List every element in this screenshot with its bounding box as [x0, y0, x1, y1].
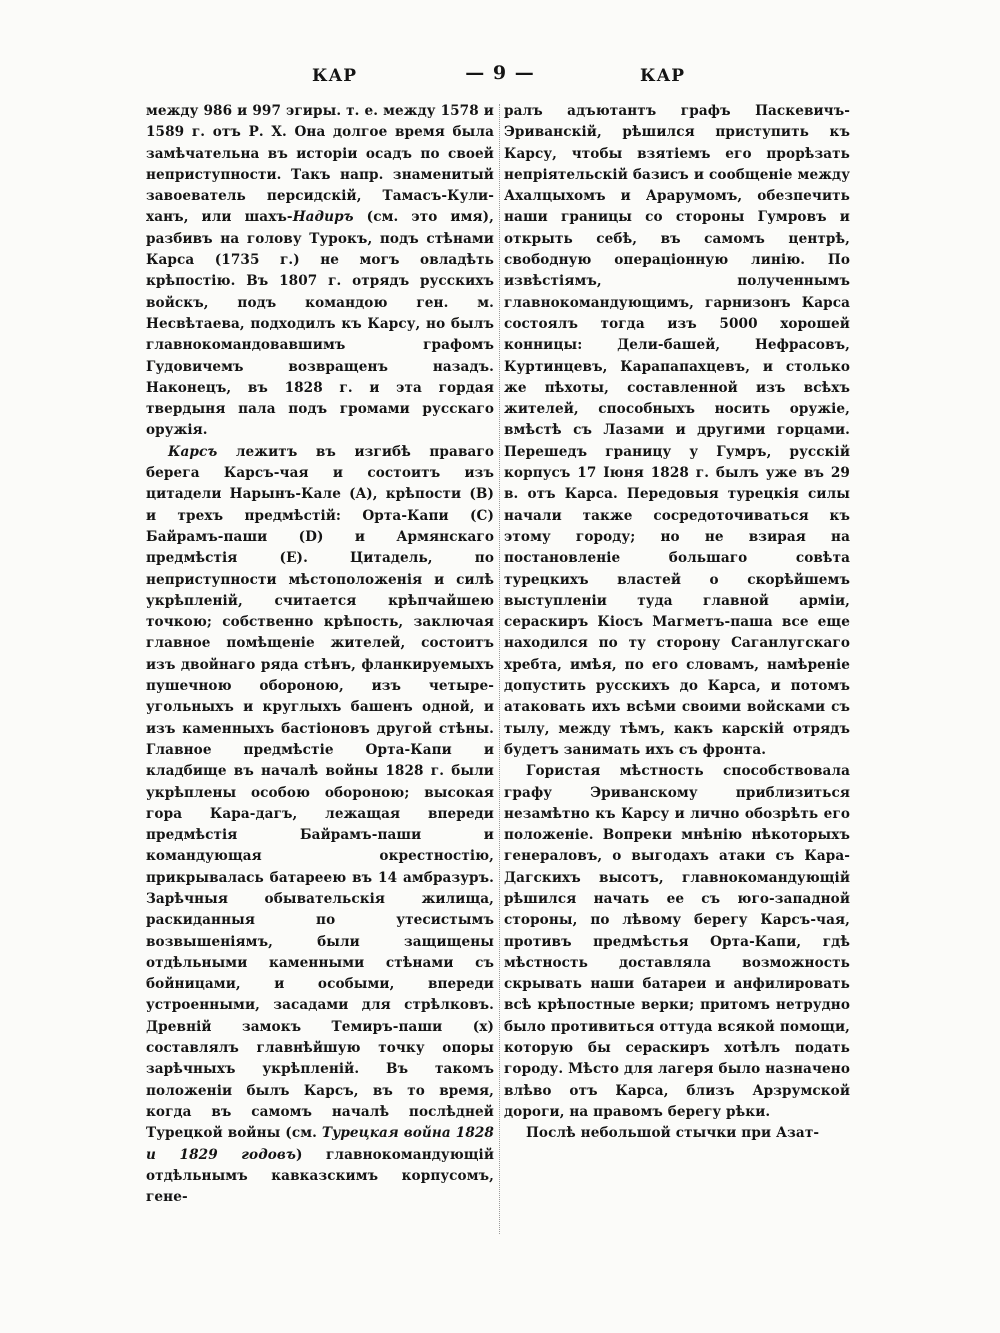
running-head-right: КАР: [640, 66, 686, 86]
text-run: ) главнокомандующій отдѣльнымъ кавказскимъ корпусомъ, гене-: [146, 1146, 494, 1206]
text-run: ралъ адъютантъ графъ Паскевичъ-Эриванскій, рѣшился приступить къ Карсу, чтобы взятіемъ его прорѣзать непріятельскій базисъ и сообщеніе между Ахалцыхомъ и Арарумомъ, обезпечить наши границы со стороны Гумровъ и открыть себѣ, въ самомъ центрѣ, свободную операціонную линію. По извѣстіямъ, полученнымъ главнокомандующимъ, гарнизонъ Карса состоялъ тогда изъ 5000 хорошей конницы: Дели-башей, Нефрасовъ, Куртинцевъ, Карапапахцевъ, и столько же пѣхоты, составленной изъ всѣхъ жителей, способныхъ носить оружіе, вмѣстѣ съ Лазами и другими горцами. Перешедъ границу у Гумръ, русскій корпусъ 17 Іюня 1828 г. былъ уже въ 29 в. отъ Карса. Передовыя турецкія силы начали также сосредоточиваться къ этому городу; но не взирая на постановленіе большаго совѣта турецкихъ властей о скорѣйшемъ выступленіи туда главной арміи, сераскиръ Кіосъ Магметъ-паша все еще находился по ту сторону Саганлугскаго хребта, имѣя, по его словамъ, намѣреніе допустить русскихъ до Карса, и потомъ атаковать ихъ всѣми своими войсками съ тылу, между тѣмъ, какъ карскій отрядъ будетъ занимать ихъ съ фронта.: [504, 103, 850, 758]
paragraph: [146, 442, 494, 1209]
left-column: [146, 101, 494, 1208]
paragraph: [504, 1123, 850, 1144]
italic-text: Надиръ: [292, 209, 354, 226]
text-run: между 986 и 997 эгиры. т. е. между 1578 и 1589 г. отъ Р. Х. Она долгое время была замѣчательна въ исторіи осадъ по своей неприступности. Такъ напр. знаменитый завоеватель персидскій, Тамасъ-Кули-ханъ, или шахъ-: [146, 103, 494, 226]
paragraph: [504, 761, 850, 1123]
italic-text: Карсъ: [168, 443, 218, 460]
running-head-left: КАР: [312, 66, 358, 86]
text-run: лежитъ въ изгибѣ праваго берега Карсъ-чая и состоитъ изъ цитадели Нарынъ-Кале (A), крѣпости (B) и трехъ предмѣстій: Орта-Капи (C) Байрамъ-паши (D) и Армянскаго предмѣстія (E). Цитадель, по неприступности мѣстоположенія и силѣ укрѣпленій, считается крѣпчайшею точкою; собственно крѣпость, заключая главное помѣщеніе жителей, состоитъ изъ двойнаго ряда стѣнъ, фланкируемыхъ пушечною обороною, изъ четыре-угольныхъ и круглыхъ башенъ одной, и изъ каменныхъ бастіоновъ другой стѣны. Главное предмѣстіе Орта-Капи и кладбище въ началѣ войны 1828 г. были укрѣплены особою обороною; высокая гора Кара-дагъ, лежащая впереди предмѣстія Байрамъ-паши и командующая окрестностію, прикрывалась батареею въ 14 амбразуръ. Зарѣчныя обывательскія жилища, раскиданныя по утесистымъ возвышеніямъ, были защищены отдѣльными каменными стѣнами съ бойницами, и особыми, впереди устроенными, засадами для стрѣлковъ. Древній замокъ Темиръ-паши (x) составлялъ главнѣйшую точку опоры зарѣчныхъ укрѣпленій. Въ такомъ положеніи былъ Карсъ, въ то время, когда въ самомъ началѣ послѣдней Турецкой войны (см.: [146, 443, 494, 1142]
paragraph: [146, 101, 494, 442]
right-column: [504, 101, 850, 1145]
page-number: — 9 —: [465, 62, 535, 84]
italic-text: Турецкая война 1828 и 1829 годовъ: [146, 1125, 494, 1163]
text-run: Послѣ небольшой стычки при Азат-: [526, 1125, 820, 1142]
column-divider: [499, 104, 500, 1234]
text-run: Гористая мѣстность способствовала графу Эриванскому приблизиться незамѣтно къ Карсу и лично обозрѣть его положеніе. Вопреки мнѣнію нѣкоторыхъ генераловъ, о выгодахъ атаки съ Кара-Дагскихъ высотъ, главнокомандующій рѣшился начать ее съ юго-западной стороны, по лѣвому берегу Карсъ-чая, противъ предмѣстья Орта-Капи, гдѣ мѣстность доставляла возможность скрывать наши батареи и анфилировать всѣ крѣпостные верки; притомъ нетрудно было противиться оттуда всякой помощи, которую бы сераскиръ хотѣлъ подать городу. Мѣсто для лагеря было назначено влѣво отъ Карса, близъ Арзрумской дороги, на правомъ берегу рѣки.: [504, 763, 850, 1120]
paragraph: [504, 101, 850, 761]
text-run: (см. это имя), разбивъ на голову Турокъ, подъ стѣнами Карса (1735 г.) не могъ овладѣть крѣпостію. Въ 1807 г. отрядъ русскихъ войскъ, подъ командою ген. м. Несвѣтаева, подходилъ къ Карсу, но былъ главнокомандовавшимъ графомъ Гудовичемъ возвращенъ назадъ. Наконецъ, въ 1828 г. и эта гордая твердыня пала подъ громами русскаго оружія.: [146, 209, 494, 439]
